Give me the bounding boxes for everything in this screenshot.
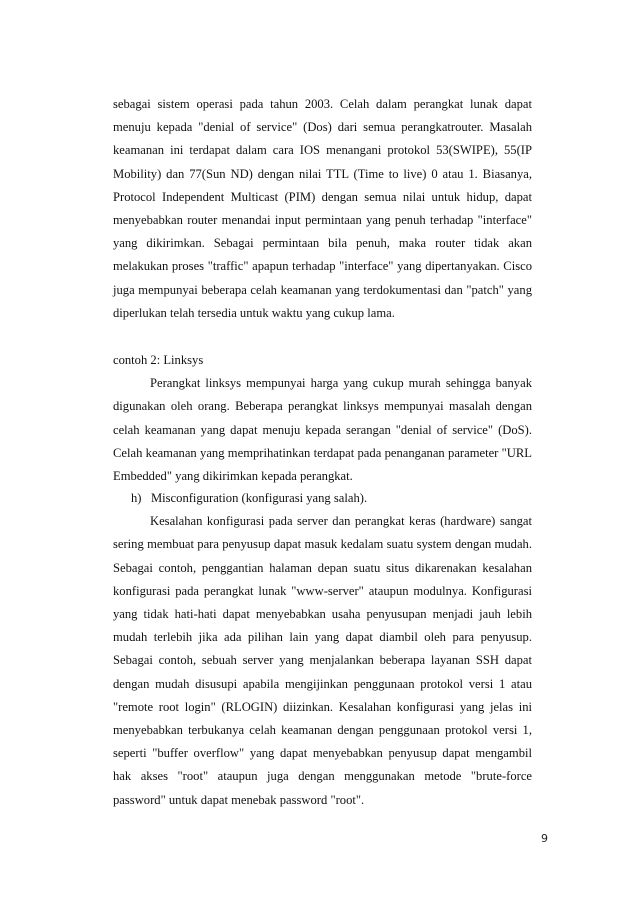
paragraph-linksys: Perangkat linksys mempunyai harga yang cukup murah sehingga banyak digunakan oleh orang. Beberapa perangkat linksys mempunyai masalah dengan celah keamanan yang dapat menuju kepada serangan "denial of service" (DoS). Celah keamanan yang memprihatinkan terdapat pada penanganan parameter "URL Embedded" yang dikirimkan kepada perangkat. (113, 376, 532, 484)
text-block-misconfiguration (113, 487, 532, 812)
text-block-continuation (113, 93, 532, 325)
page-number: 9 (541, 832, 548, 845)
example-label: contoh 2: Linksys (113, 353, 204, 367)
section-title: Misconfiguration (konfigurasi yang salah). (150, 491, 368, 505)
section-marker: h) (131, 491, 142, 505)
section-heading (131, 487, 532, 510)
paragraph-continuation: sebagai sistem operasi pada tahun 2003. Celah dalam perangkat lunak dapat menuju kepada "denial of service" (Dos) dari semua perangkatrouter. Masalah keamanan ini terdapat dalam cara IOS menangani protokol 53(SWIPE), 55(IP Mobility) dan 77(Sun ND) dengan nilai TTL (Time to live) 0 atau 1. Biasanya, Protocol Independent Multicast (PIM) dengan semua nilai untuk hidup, dapat menyebabkan router menandai input permintaan yang penuh terhadap "interface" yang dikirimkan. Sebagai permintaan bila penuh, maka router tidak akan melakukan proses "traffic" apapun terhadap "interface" yang dipertanyakan. Cisco juga mempunyai beberapa celah keamanan yang terdokumentasi dan "patch" yang diperlukan telah tersedia untuk waktu yang cukup lama. (113, 97, 532, 320)
paragraph-misconfiguration: Kesalahan konfigurasi pada server dan perangkat keras (hardware) sangat sering membuat para penyusup dapat masuk kedalam suatu system dengan mudah. Sebagai contoh, penggantian halaman depan suatu situs dikarenakan kesalahan konfigurasi pada perangkat lunak "www-server" ataupun modulnya. Konfigurasi yang tidak hati-hati dapat menyebabkan usaha penyusupan menjadi jauh lebih mudah terlebih jika ada pilihan lain yang dapat diambil oleh para penyusup. Sebagai contoh, sebuah server yang menjalankan beberapa layanan SSH dapat dengan mudah disusupi apabila mengijinkan penggunaan protokol versi 1 atau "remote root login" (RLOGIN) diizinkan. Kesalahan konfigurasi yang jelas ini menyebabkan terbukanya celah keamanan dengan penggunaan protokol versi 1, seperti "buffer overflow" yang dapat menyebabkan penyusup dapat mengambil hak akses "root" ataupun juga dengan menggunakan metode "brute-force password" untuk dapat menebak password "root". (113, 514, 532, 807)
text-block-linksys (113, 349, 532, 488)
